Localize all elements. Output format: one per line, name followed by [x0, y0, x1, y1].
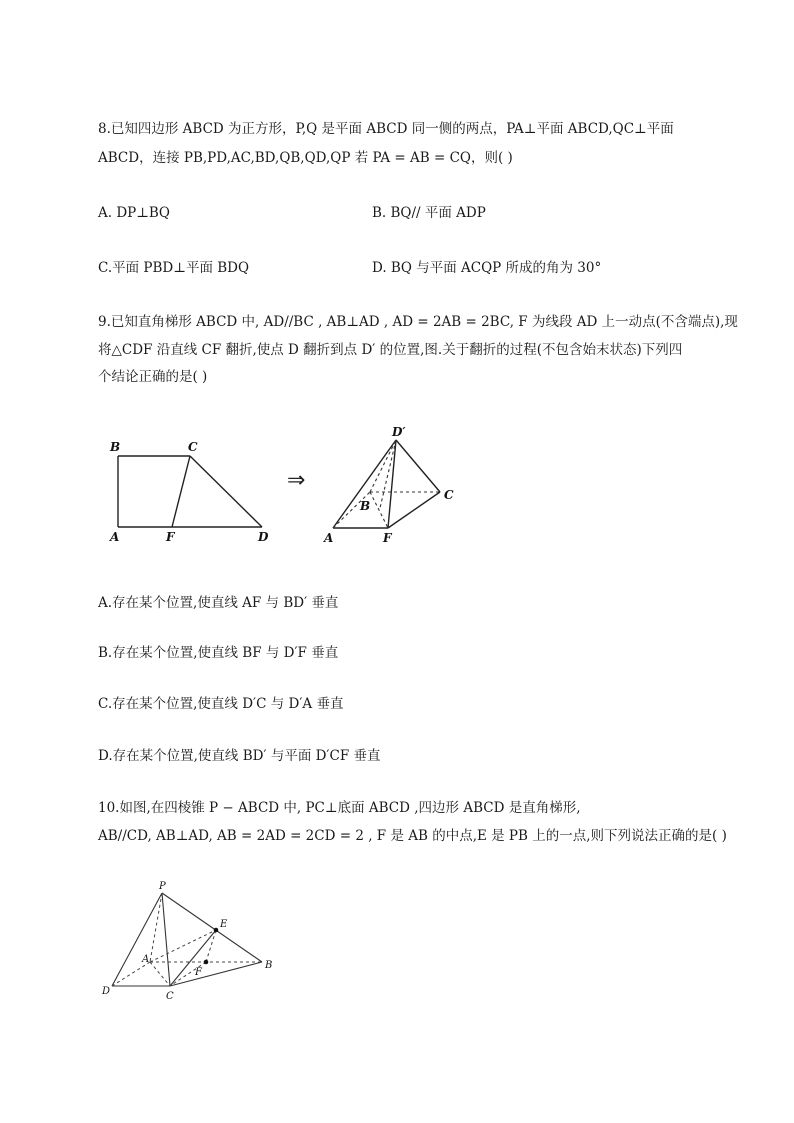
q10-label-e: E	[220, 919, 228, 930]
pyr-hidden-fe	[206, 930, 216, 962]
q9-right-label-f: F	[383, 531, 392, 545]
pyr-edge-ce	[170, 930, 216, 986]
q9-stem-line1: 9.已知直角梯形 ABCD 中, AD//BC , AB⊥AD , AD = 2AB = 2BC, F 为线段 AD 上一动点(不含端点),现	[98, 314, 738, 330]
q8-option-c[interactable]: C.平面 PBD⊥平面 BDQ	[98, 260, 250, 276]
q9-figure-left	[118, 456, 262, 527]
q10-stem-line1: 10.如图,在四棱锥 P − ABCD 中, PC⊥底面 ABCD ,四边形 ABCD 是直角梯形,	[98, 800, 581, 816]
q9-option-b[interactable]: B.存在某个位置,使直线 BF 与 D′F 垂直	[98, 645, 339, 661]
point-e-dot	[214, 928, 219, 933]
q9-stem-line3: 个结论正确的是( )	[98, 369, 208, 385]
q8-stem-line2: ABCD，连接 PB,PD,AC,BD,QB,QD,QP 若 PA = AB = CQ，则( )	[98, 150, 513, 166]
solid-hidden-ab	[333, 492, 370, 528]
q9-option-c[interactable]: C.存在某个位置,使直线 D′C 与 D′A 垂直	[98, 696, 344, 712]
pyr-hidden-fc	[170, 962, 206, 986]
q9-option-a[interactable]: A.存在某个位置,使直线 AF 与 BD′ 垂直	[98, 595, 339, 611]
q9-left-label-a: A	[110, 530, 120, 544]
q9-figure-right	[333, 440, 440, 528]
q9-left-label-f: F	[166, 530, 175, 544]
q10-label-f: F	[195, 967, 202, 978]
solid-hidden-bd1	[370, 440, 396, 492]
pyr-edge-pb	[162, 893, 262, 962]
q8-option-b[interactable]: B. BQ// 平面 ADP	[372, 205, 486, 221]
q10-label-a: A	[142, 954, 150, 965]
q10-label-b: B	[265, 960, 273, 971]
solid-hidden-bf	[370, 492, 388, 528]
solid-edge-fc	[388, 492, 440, 528]
solid-edge-ad1	[333, 440, 396, 528]
q10-label-p: P	[159, 881, 166, 892]
q10-figure-solid	[112, 893, 262, 986]
pyr-edge-pd	[112, 893, 162, 986]
pyr-hidden-da	[112, 962, 150, 986]
pyr-hidden-ae	[150, 930, 216, 962]
q9-right-label-d1: D′	[392, 425, 406, 439]
q8-option-a[interactable]: A. DP⊥BQ	[98, 205, 170, 221]
q9-figure-right-hidden	[333, 440, 440, 528]
q9-left-label-d: D	[258, 530, 269, 544]
q9-left-label-b: B	[110, 440, 121, 454]
trap-edge-cf	[172, 456, 190, 527]
trap-edge-cd	[190, 456, 262, 527]
q10-figure-hidden	[112, 893, 262, 986]
solid-edge-d1c	[396, 440, 440, 492]
q9-option-d[interactable]: D.存在某个位置,使直线 BD′ 与平面 D′CF 垂直	[98, 748, 381, 764]
q8-option-d[interactable]: D. BQ 与平面 ACQP 所成的角为 30°	[372, 260, 602, 276]
q9-right-label-c: C	[444, 488, 454, 502]
q8-stem-line1: 8.已知四边形 ABCD 为正方形，P,Q 是平面 ABCD 同一侧的两点，PA⊥平面 ABCD,QC⊥平面	[98, 121, 674, 137]
pyr-hidden-pa	[150, 893, 162, 962]
q9-left-label-c: C	[188, 440, 198, 454]
q9-right-label-a: A	[324, 531, 334, 545]
q9-stem-line2: 将△CDF 沿直线 CF 翻折,使点 D 翻折到点 D′ 的位置,图.关于翻折的过程(不包含始末状态)下列四	[98, 342, 683, 358]
solid-edge-fd1	[388, 440, 396, 528]
pyr-edge-cb	[170, 962, 262, 986]
q10-label-c: C	[166, 991, 174, 1002]
solid-hidden-d1proj	[380, 440, 396, 508]
q10-figure	[101, 881, 272, 1002]
pyr-edge-pc	[162, 893, 170, 986]
fold-arrow-icon: ⇒	[287, 468, 306, 493]
pyr-hidden-ac	[150, 962, 170, 986]
q10-label-d: D	[102, 986, 111, 997]
q9-right-label-b: B	[360, 499, 371, 513]
q10-stem-line2: AB//CD, AB⊥AD, AB = 2AD = 2CD = 2 , F 是 AB 的中点,E 是 PB 上的一点,则下列说法正确的是( )	[98, 828, 727, 844]
point-f-dot	[204, 960, 209, 965]
